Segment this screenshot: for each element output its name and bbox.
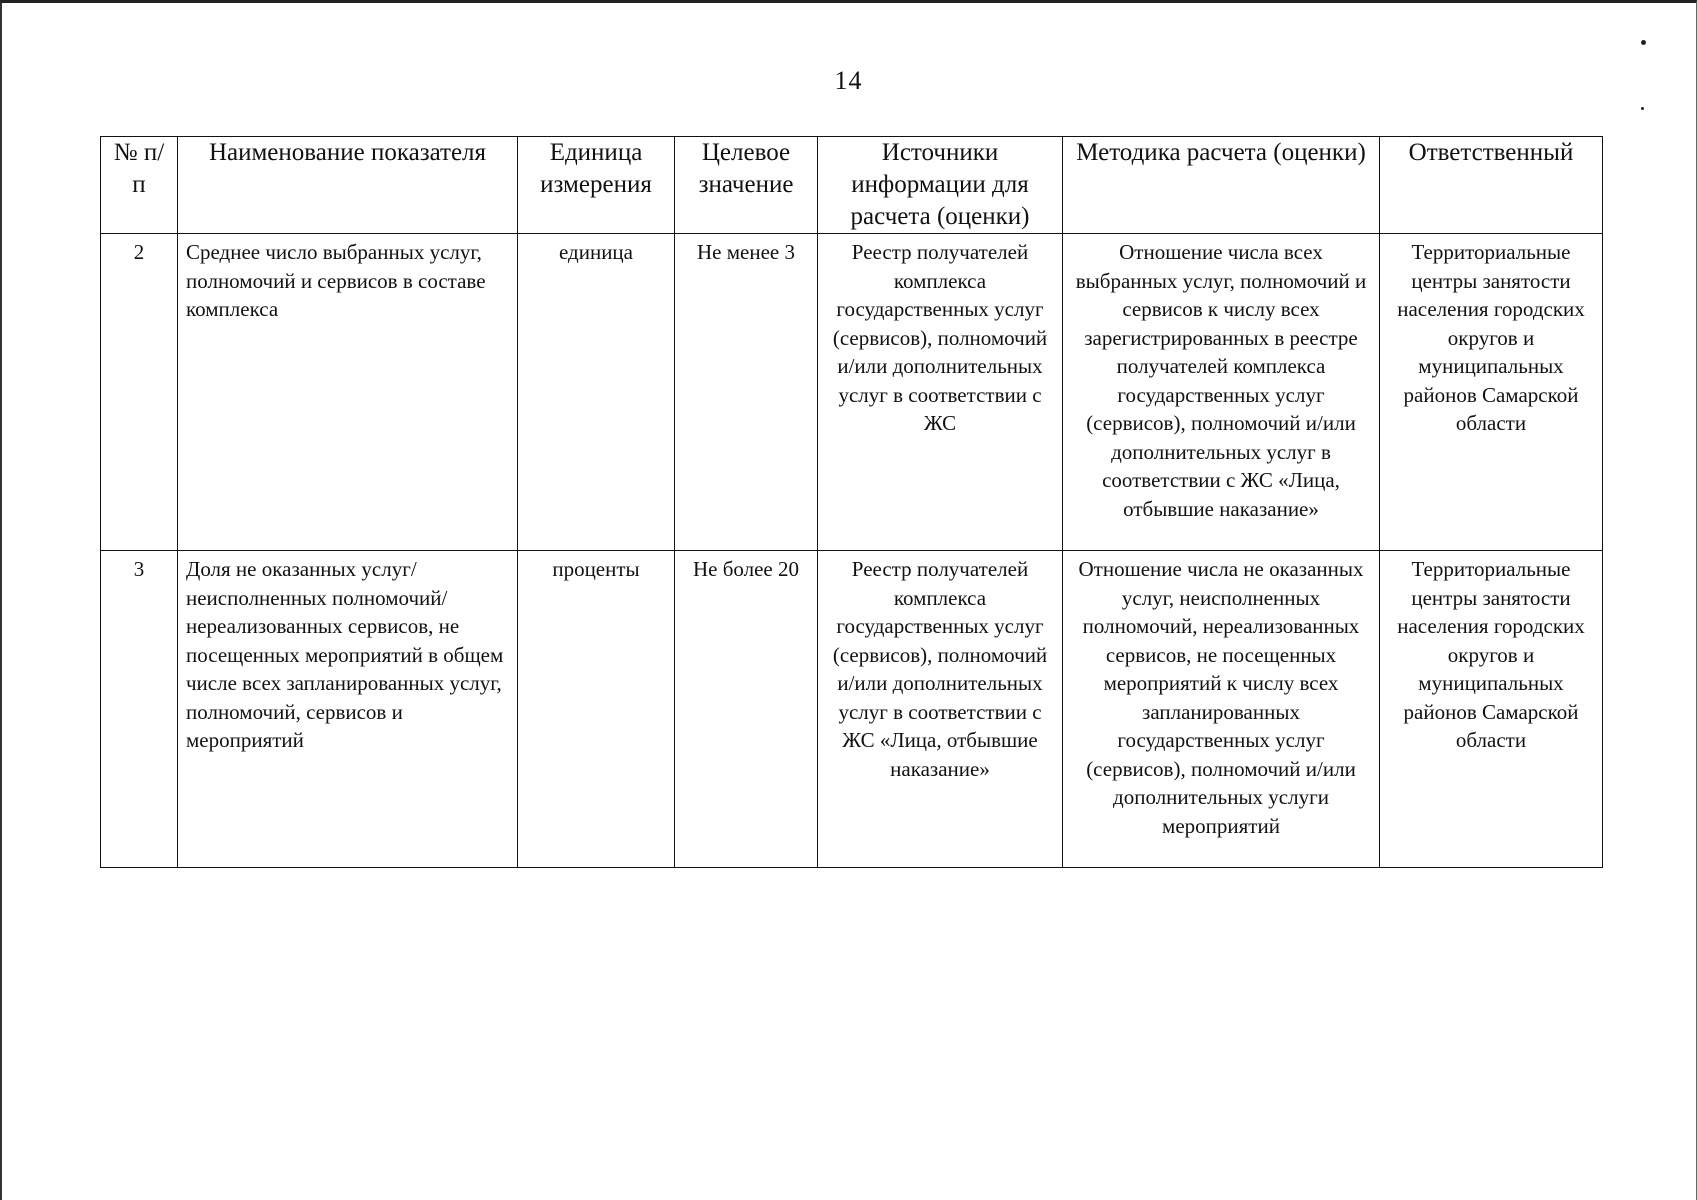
- cell-unit: проценты: [518, 551, 675, 868]
- table-header-row: [101, 137, 1603, 234]
- cell-responsible: Территориальные центры занятости населения городских округов и муниципальных районов Самарской области: [1380, 234, 1603, 551]
- cell-sources: Реестр получателей комплекса государственных услуг (сервисов), полномочий и/или дополнительных услуг в соответствии с ЖС «Лица, отбывшие наказание»: [818, 551, 1063, 868]
- cell-responsible: Территориальные центры занятости населения городских округов и муниципальных районов Самарской области: [1380, 551, 1603, 868]
- cell-unit: единица: [518, 234, 675, 551]
- cell-method: Отношение числа всех выбранных услуг, полномочий и сервисов к числу всех зарегистрированных в реестре получателей комплекса государственных услуг (сервисов), полномочий и/или дополнительных услуг в соответствии с ЖС «Лица, отбывшие наказание»: [1063, 234, 1380, 551]
- header-indicator-name: Наименование показателя: [178, 137, 518, 234]
- indicators-table: [100, 136, 1603, 868]
- cell-indicator-name: Доля не оказанных услуг/ неисполненных полномочий/ нереализованных сервисов, не посещенных мероприятий в общем числе всех запланированных услуг, полномочий, сервисов и мероприятий: [178, 551, 518, 868]
- scan-speck: [1641, 40, 1646, 45]
- cell-target-value: Не более 20: [675, 551, 818, 868]
- header-method: Методика расчета (оценки): [1063, 137, 1380, 234]
- cell-number: 2: [101, 234, 178, 551]
- header-unit: Единица измерения: [518, 137, 675, 234]
- page-number: 14: [834, 66, 863, 95]
- cell-indicator-name: Среднее число выбранных услуг, полномочий и сервисов в составе комплекса: [178, 234, 518, 551]
- header-target-value: Целевое значение: [675, 137, 818, 234]
- scan-speck: [1641, 107, 1644, 110]
- cell-sources: Реестр получателей комплекса государственных услуг (сервисов), полномочий и/или дополнительных услуг в соответствии с ЖС: [818, 234, 1063, 551]
- cell-method: Отношение числа не оказанных услуг, неисполненных полномочий, нереализованных сервисов, не посещенных мероприятий к числу всех запланированных государственных услуг (сервисов), полномочий и/или дополнительных услуги мероприятий: [1063, 551, 1380, 868]
- cell-target-value: Не менее 3: [675, 234, 818, 551]
- header-responsible: Ответственный: [1380, 137, 1603, 234]
- cell-number: 3: [101, 551, 178, 868]
- header-number: № п/п: [101, 137, 178, 234]
- header-sources: Источники информации для расчета (оценки): [818, 137, 1063, 234]
- table-row: [101, 551, 1603, 868]
- table-row: [101, 234, 1603, 551]
